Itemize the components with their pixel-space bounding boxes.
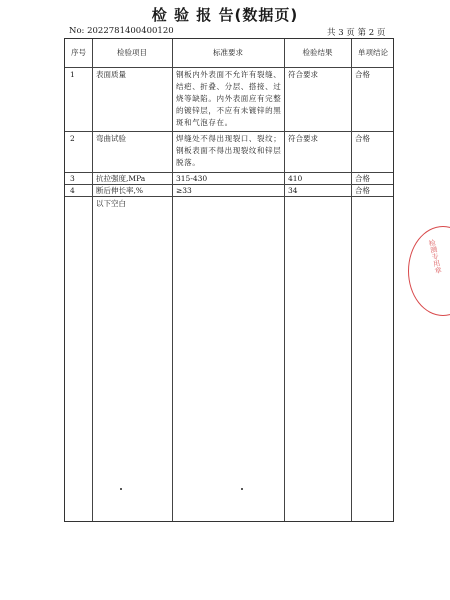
stamp-text: 检测专用章: [427, 238, 443, 275]
row4-result: 34: [288, 186, 298, 195]
row2-requirement: 焊缝处不得出现裂口、裂纹；钢板表面不得出现裂纹和锌层脱落。: [176, 134, 282, 167]
scan-speck: [120, 488, 122, 490]
row3-verdict: 合格: [355, 174, 370, 183]
report-title: 检 验 报 告(数据页): [151, 6, 299, 24]
column-divider: [92, 39, 93, 521]
column-divider: [284, 39, 285, 521]
row4-requirement: ≥33: [176, 186, 192, 195]
row3-item: 抗拉强度,MPa: [96, 174, 146, 183]
row4-no: 4: [70, 186, 75, 195]
page-info: 共 3 页 第 2 页: [327, 28, 386, 38]
row2-verdict: 合格: [355, 134, 370, 143]
row-divider: [65, 131, 393, 132]
header-no: 序号: [71, 48, 86, 57]
scan-speck: [241, 488, 243, 490]
header-result: 检验结果: [302, 48, 333, 57]
row1-item: 表面质量: [96, 70, 126, 79]
end-of-data-note: 以下空白: [96, 199, 126, 208]
row4-item: 断后伸长率,%: [96, 186, 144, 195]
row3-result: 410: [288, 174, 303, 183]
row2-item: 弯曲试验: [96, 134, 126, 143]
row1-verdict: 合格: [355, 70, 370, 79]
row3-no: 3: [70, 174, 75, 183]
data-table: [64, 38, 394, 522]
header-requirement: 标准要求: [213, 48, 243, 57]
row3-requirement: 315-430: [176, 174, 208, 183]
column-divider: [172, 39, 173, 521]
header-item: 检验项目: [117, 48, 147, 57]
row1-no: 1: [70, 70, 75, 79]
row-divider: [65, 67, 393, 68]
report-number: No: 2022781400400120: [69, 26, 174, 36]
row2-result: 符合要求: [288, 134, 318, 143]
row1-requirement: 钢板内外表面不允许有裂缝、结疤、折叠、分层、搭接、过烧等缺陷。内外表面应有完整的镀锌层，不应有未镀锌的黑斑和气泡存在。: [176, 70, 282, 127]
header-verdict: 单项结论: [358, 48, 388, 57]
row4-verdict: 合格: [355, 186, 370, 195]
row2-no: 2: [70, 134, 75, 143]
column-divider: [351, 39, 352, 521]
row1-result: 符合要求: [288, 70, 318, 79]
